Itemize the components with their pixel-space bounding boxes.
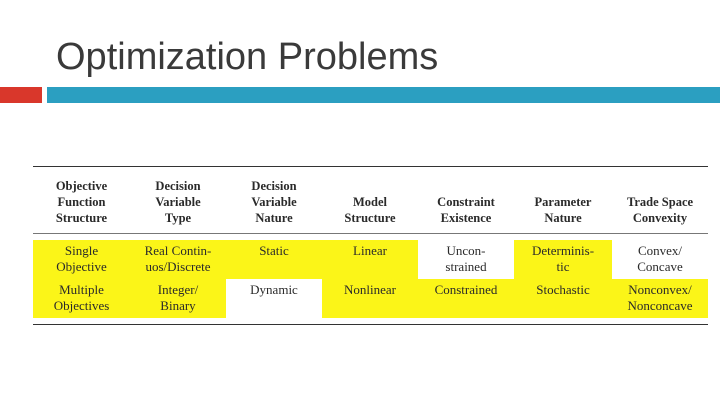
table-header-row [33,167,708,233]
table-cell: Stochastic [514,279,612,318]
header-constraint-existence: Constraint Existence [437,195,495,225]
table-cell: Nonconvex/ Nonconcave [612,279,708,318]
table-cell: Uncon- strained [418,240,514,279]
table-cell: Determinis- tic [514,240,612,279]
slide-title: Optimization Problems [56,36,439,78]
accent-bar-red [0,87,42,103]
table-row [33,240,708,279]
table-cell: Integer/ Binary [130,279,226,318]
table-bottom-rule [33,324,708,325]
header-parameter-nature: Parameter Nature [534,195,592,225]
table-cell: Single Objective [33,240,130,279]
table-row [33,279,708,318]
table-cell: Linear [322,240,418,279]
table-cell: Convex/ Concave [612,240,708,279]
table-cell: Real Contin- uos/Discrete [130,240,226,279]
table-cell: Nonlinear [322,279,418,318]
accent-bar-blue [47,87,720,103]
header-decision-variable-nature: Decision Variable Nature [251,179,297,225]
header-trade-space-convexity: Trade Space Convexity [626,195,694,225]
table-cell: Dynamic [226,279,322,318]
header-decision-variable-type: Decision Variable Type [155,179,201,225]
classification-table [33,166,708,325]
table-cell: Multiple Objectives [33,279,130,318]
header-objective-function-structure: Objective Function Structure [55,179,108,225]
header-model-structure: Model Structure [344,195,396,225]
table-cell: Static [226,240,322,279]
table-cell: Constrained [418,279,514,318]
